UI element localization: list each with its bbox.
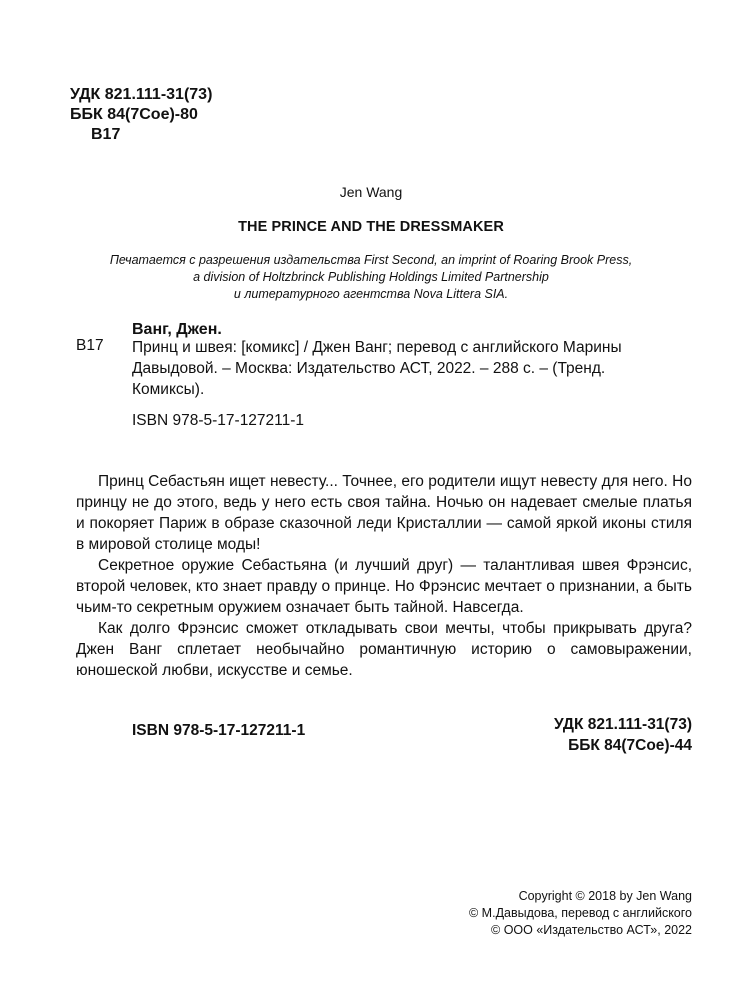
footer-codes bbox=[554, 714, 692, 756]
copyright-block bbox=[469, 888, 692, 939]
catalog-line: Принц и швея: [комикс] / Джен Ванг; перевод с английского Марины bbox=[132, 339, 622, 356]
annotation bbox=[76, 471, 692, 681]
bbk-code: ББК 84(7Сое)-80 bbox=[70, 106, 198, 123]
permission-line: Печатается с разрешения издательства First Second, an imprint of Roaring Brook Press, bbox=[109, 253, 633, 267]
permission-line: a division of Holtzbrinck Publishing Holdings Limited Partnership bbox=[193, 270, 549, 284]
author-mark: В17 bbox=[91, 126, 121, 143]
footer-bbk: ББК 84(7Сое)-44 bbox=[568, 737, 692, 754]
catalog-description bbox=[132, 337, 652, 400]
catalog-isbn: ISBN 978-5-17-127211-1 bbox=[132, 412, 305, 429]
permission-notice bbox=[0, 252, 742, 303]
annotation-paragraph: Принц Себастьян ищет невесту... Точнее, его родители ищут невесту для него. Но принцу не до этого, ведь у него есть своя тайна. Ночью он надевает смелые платья и покоряет Париж в образе сказочной леди Кристаллии — самой яркой иконы стиля в мировой столице моды! bbox=[76, 473, 692, 553]
footer-udk: УДК 821.111-31(73) bbox=[554, 716, 692, 733]
catalog-code: В17 bbox=[76, 337, 104, 354]
annotation-paragraph: Секретное оружие Себастьяна (и лучший друг) — талантливая швея Фрэнсис, второй человек, кто знает правду о принце. Но Фрэнсис мечтает о признании, а быть чьим-то секретным оружием означает быть тайной. Навсегда. bbox=[76, 557, 692, 616]
copyright-line: Copyright © 2018 by Jen Wang bbox=[518, 889, 692, 903]
footer-isbn: ISBN 978-5-17-127211-1 bbox=[132, 722, 306, 739]
catalog-line: Комиксы). bbox=[132, 381, 205, 398]
original-author: Jen Wang bbox=[339, 184, 403, 200]
copyright-line: © М.Давыдова, перевод с английского bbox=[469, 906, 692, 920]
catalog-author: Ванг, Джен. bbox=[132, 321, 222, 338]
udk-code: УДК 821.111-31(73) bbox=[70, 86, 213, 103]
classification-codes bbox=[70, 85, 212, 145]
catalog-line: Давыдовой. – Москва: Издательство АСТ, 2022. – 288 с. – (Тренд. bbox=[132, 360, 606, 377]
permission-line: и литературного агентства Nova Littera SIA. bbox=[233, 287, 509, 301]
copyright-line: © ООО «Издательство АСТ», 2022 bbox=[491, 923, 692, 937]
annotation-paragraph: Как долго Фрэнсис сможет откладывать свои мечты, чтобы прикрывать друга? Джен Ванг сплетает необычайно романтичную историю о самовыражении, юношеской любви, искусстве и семье. bbox=[76, 620, 692, 679]
original-title: THE PRINCE AND THE DRESSMAKER bbox=[238, 219, 504, 235]
